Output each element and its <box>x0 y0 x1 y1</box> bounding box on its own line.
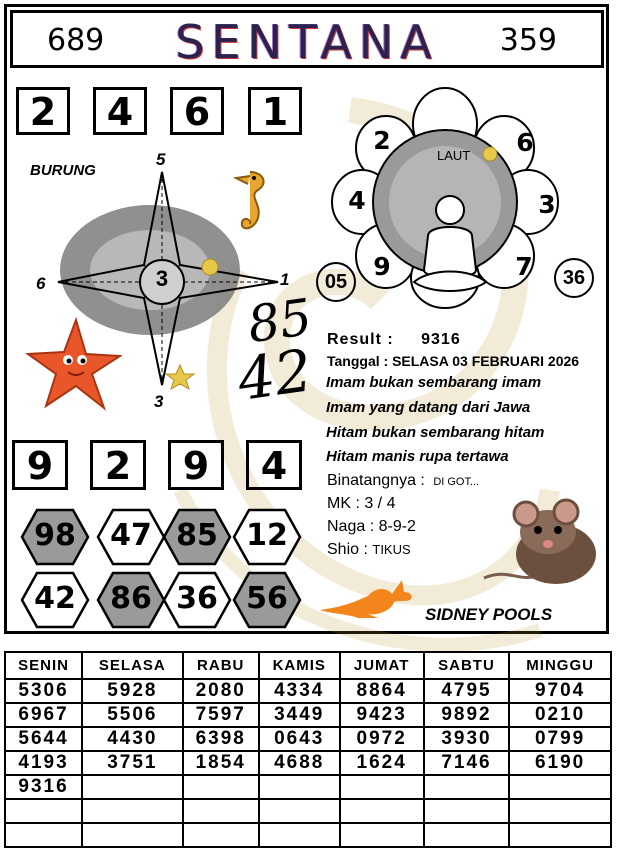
header-bar <box>10 10 604 68</box>
hex-number-value: 98 <box>34 518 76 553</box>
lotus-label: LAUT <box>437 148 471 163</box>
table-cell: 9316 <box>5 775 82 799</box>
hex-number-tile <box>162 508 232 566</box>
lotus-petal-top-left: 2 <box>373 126 391 155</box>
table-cell: 0972 <box>340 727 424 751</box>
table-cell <box>424 799 510 823</box>
table-cell: 5306 <box>5 679 82 703</box>
table-cell: 4688 <box>259 751 340 775</box>
table-cell <box>183 799 259 823</box>
column-header: SABTU <box>424 652 510 679</box>
hex-number-value: 86 <box>110 581 152 616</box>
hex-number-tile <box>96 571 166 629</box>
hex-number-tile <box>232 508 302 566</box>
lotus-petal-bottom-right: 7 <box>515 252 533 281</box>
hex-number-tile <box>20 571 90 629</box>
top-digit-2: 4 <box>93 87 147 135</box>
shio-line <box>327 541 411 559</box>
result-line <box>327 331 461 349</box>
handwritten-number-2: 42 <box>233 336 317 414</box>
shio-value: TIKUS <box>372 542 411 557</box>
table-row <box>5 679 611 703</box>
table-cell <box>259 775 340 799</box>
bottom-digit-4: 4 <box>246 440 302 490</box>
table-row <box>5 823 611 847</box>
table-cell <box>259 799 340 823</box>
column-header: RABU <box>183 652 259 679</box>
starfish-icon <box>24 316 122 412</box>
compass-bottom-number: 3 <box>154 392 164 411</box>
table-cell: 6398 <box>183 727 259 751</box>
table-cell: 5644 <box>5 727 82 751</box>
table-cell <box>424 775 510 799</box>
poem-line: Hitam bukan sembarang hitam <box>326 424 545 441</box>
column-header: KAMIS <box>259 652 340 679</box>
table-cell: 9892 <box>424 703 510 727</box>
table-cell: 7146 <box>424 751 510 775</box>
table-cell <box>82 823 182 847</box>
top-digit-1: 2 <box>16 87 70 135</box>
table-cell: 0643 <box>259 727 340 751</box>
hex-number-value: 56 <box>246 581 288 616</box>
header-left-number: 689 <box>47 23 105 58</box>
table-cell <box>5 823 82 847</box>
hex-number-value: 42 <box>34 581 76 616</box>
bottom-digit-2: 2 <box>90 440 146 490</box>
result-label: Result : <box>327 331 394 348</box>
seahorse-icon <box>228 168 278 240</box>
column-header: JUMAT <box>340 652 424 679</box>
table-cell: 8864 <box>340 679 424 703</box>
table-row <box>5 799 611 823</box>
poem-line: Hitam manis rupa tertawa <box>326 448 509 465</box>
table-cell: 0799 <box>509 727 611 751</box>
table-cell: 3930 <box>424 727 510 751</box>
date-line <box>327 353 579 369</box>
date-value: SELASA 03 FEBRUARI 2026 <box>392 353 580 369</box>
rat-icon <box>478 496 602 588</box>
binatang-value: DI GOT... <box>433 476 480 488</box>
hex-number-value: 47 <box>110 518 152 553</box>
footer-brand: SIDNEY POOLS <box>425 605 553 624</box>
compass-center-number: 3 <box>155 266 169 291</box>
binatang-line <box>327 472 479 490</box>
table-cell: 6190 <box>509 751 611 775</box>
table-cell: 3449 <box>259 703 340 727</box>
compass-right-number: 1 <box>280 270 290 289</box>
date-label: Tanggal : <box>327 353 389 369</box>
table-cell <box>509 823 611 847</box>
table-cell <box>424 823 510 847</box>
table-cell: 7597 <box>183 703 259 727</box>
table-cell <box>340 799 424 823</box>
table-cell: 1624 <box>340 751 424 775</box>
table-cell: 2080 <box>183 679 259 703</box>
table-cell: 0210 <box>509 703 611 727</box>
table-cell <box>509 799 611 823</box>
column-header: SELASA <box>82 652 182 679</box>
binatang-label: Binatangnya : <box>327 472 425 489</box>
compass-top-number: 5 <box>156 150 166 169</box>
bottom-digit-1: 9 <box>12 440 68 490</box>
result-value: 9316 <box>421 331 461 348</box>
column-header: SENIN <box>5 652 82 679</box>
table-cell: 4430 <box>82 727 182 751</box>
hex-number-value: 85 <box>176 518 218 553</box>
table-cell <box>5 799 82 823</box>
table-cell: 9423 <box>340 703 424 727</box>
table-cell: 4795 <box>424 679 510 703</box>
table-cell: 9704 <box>509 679 611 703</box>
header-right-number: 359 <box>499 23 557 58</box>
history-table <box>4 651 612 848</box>
handwritten-number-1: 85 <box>244 287 316 355</box>
table-cell: 6967 <box>5 703 82 727</box>
table-cell <box>340 775 424 799</box>
poem-line: Imam bukan sembarang imam <box>326 374 542 391</box>
table-header-row <box>5 652 611 679</box>
table-cell <box>82 775 182 799</box>
lotus-petal-top-right: 6 <box>516 128 534 157</box>
table-cell: 1854 <box>183 751 259 775</box>
mk-line: MK : 3 / 4 <box>327 495 396 512</box>
lotus-left-circle: 05 <box>316 262 356 302</box>
table-cell <box>82 799 182 823</box>
hex-number-tile <box>162 571 232 629</box>
table-cell: 5506 <box>82 703 182 727</box>
column-header: MINGGU <box>509 652 611 679</box>
table-row <box>5 703 611 727</box>
compass-left-number: 6 <box>36 274 46 293</box>
hex-number-tile <box>232 571 302 629</box>
compass-label: BURUNG <box>30 162 96 179</box>
table-cell <box>183 823 259 847</box>
table-cell: 4334 <box>259 679 340 703</box>
table-cell <box>183 775 259 799</box>
buddha-icon <box>410 190 490 300</box>
page-title: SENTANA <box>175 15 439 69</box>
lotus-petal-mid-right: 3 <box>538 190 556 219</box>
naga-line: Naga : 8-9-2 <box>327 518 416 535</box>
top-digit-4: 1 <box>248 87 302 135</box>
top-digit-3: 6 <box>170 87 224 135</box>
table-cell: 5928 <box>82 679 182 703</box>
table-cell: 4193 <box>5 751 82 775</box>
hex-number-value: 12 <box>246 518 288 553</box>
kangaroo-icon <box>318 570 418 620</box>
table-row <box>5 751 611 775</box>
lotus-petal-bottom-left: 9 <box>373 252 391 281</box>
hex-number-tile <box>96 508 166 566</box>
hex-number-value: 36 <box>176 581 218 616</box>
table-cell: 3751 <box>82 751 182 775</box>
lotus-petal-mid-left: 4 <box>348 186 366 215</box>
shio-label: Shio : <box>327 541 368 558</box>
poem-line: Imam yang datang dari Jawa <box>326 399 531 416</box>
table-cell <box>259 823 340 847</box>
table-cell <box>509 775 611 799</box>
table-row <box>5 775 611 799</box>
lotus-right-circle: 36 <box>554 258 594 298</box>
table-row <box>5 727 611 751</box>
hex-number-tile <box>20 508 90 566</box>
bottom-digit-3: 9 <box>168 440 224 490</box>
table-cell <box>340 823 424 847</box>
